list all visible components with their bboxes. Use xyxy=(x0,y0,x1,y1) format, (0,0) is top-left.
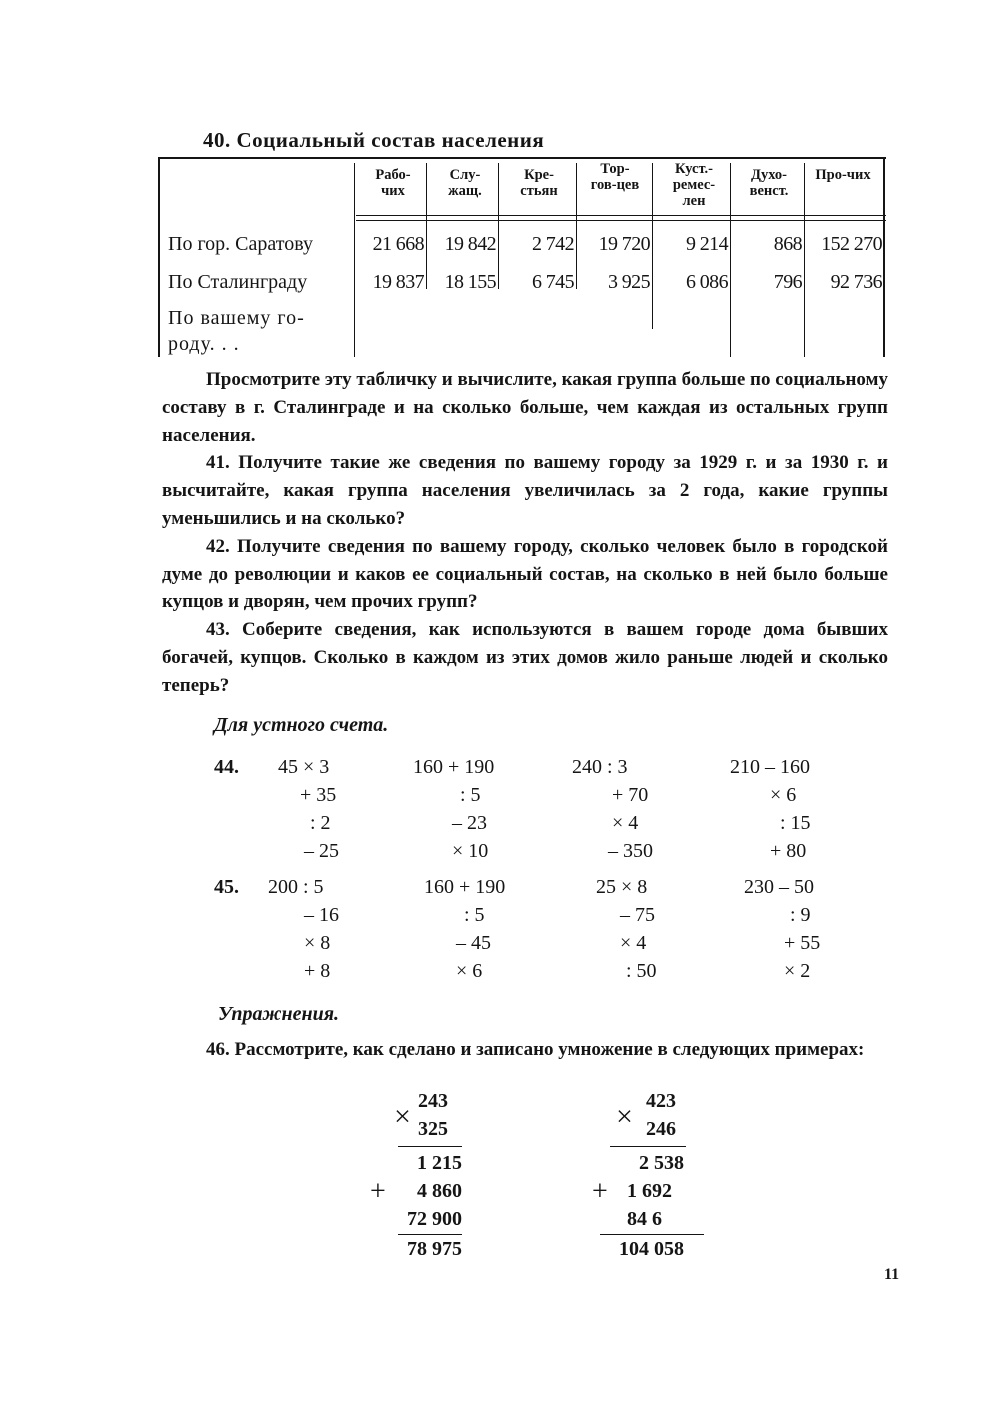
table-cell: 19 842 xyxy=(444,233,496,255)
task-46-paragraph: 46. Рассмотрите, как сделано и записано умножение в следующих примерах: xyxy=(206,1039,865,1060)
table-cell: 796 xyxy=(773,271,802,293)
column-header: Про-чих xyxy=(815,167,871,183)
chain-item: + 55 xyxy=(784,932,821,954)
row-label-stalingrad: По Сталинграду xyxy=(168,271,308,293)
partial-product: 72 900 xyxy=(407,1208,462,1230)
task-46-text xyxy=(162,1036,888,1064)
chain-item: 25 × 8 xyxy=(596,876,648,898)
chain-item: 45 × 3 xyxy=(278,756,330,778)
chain-item: × 4 xyxy=(620,932,647,954)
multiplicand: 423 xyxy=(646,1090,676,1112)
chain-item: + 70 xyxy=(612,784,649,806)
chain-item: 230 – 50 xyxy=(744,876,814,898)
column-header: Духо-венст. xyxy=(749,167,789,199)
chain-item: 210 – 160 xyxy=(730,756,810,778)
plus-sign: + xyxy=(370,1176,386,1207)
row-label-saratov: По гор. Саратову xyxy=(168,233,313,255)
chain-item: : 15 xyxy=(780,812,811,834)
chain-item: × 10 xyxy=(452,840,489,862)
plus-sign: + xyxy=(592,1176,608,1207)
oral-heading: Для устного счета. xyxy=(214,714,389,736)
chain-item: × 8 xyxy=(304,932,331,954)
chain-item: – 16 xyxy=(304,904,339,926)
chain-item: : 2 xyxy=(310,812,331,834)
chain-item: : 50 xyxy=(626,960,657,982)
table-cell: 19 720 xyxy=(598,233,650,255)
task-44-number: 44. xyxy=(214,756,239,778)
chain-item: – 23 xyxy=(452,812,487,834)
table-cell: 3 925 xyxy=(607,271,650,293)
times-sign: × xyxy=(394,1100,411,1133)
multiplier: 246 xyxy=(646,1118,676,1140)
partial-product: 4 860 xyxy=(417,1180,462,1202)
table-cell: 92 736 xyxy=(830,271,882,293)
chain-item: × 6 xyxy=(456,960,483,982)
chain-item: × 4 xyxy=(612,812,639,834)
chain-item: 160 + 190 xyxy=(413,756,495,778)
chain-item: – 45 xyxy=(456,932,491,954)
row-label-your-city: По вашему го-роду. . . xyxy=(168,307,305,355)
table-cell: 868 xyxy=(773,233,802,255)
table-cell: 19 837 xyxy=(372,271,424,293)
chain-item: + 8 xyxy=(304,960,331,982)
chain-item: – 350 xyxy=(608,840,653,862)
multiplication-example-2 xyxy=(590,1088,710,1268)
times-sign: × xyxy=(616,1100,633,1133)
table-cell: 18 155 xyxy=(444,271,496,293)
task-43: 43. Соберите сведения, как используются в вашем городе дома бывших богачей, купцов. Сколько в каждом из этих домов жило раньше людей и сколько теперь? xyxy=(162,619,888,696)
task-45-number: 45. xyxy=(214,876,239,898)
partial-product: 1 692 xyxy=(627,1180,672,1202)
task-text-block xyxy=(162,366,888,700)
partial-product: 84 6 xyxy=(627,1208,662,1230)
chain-item: × 2 xyxy=(784,960,811,982)
chain-item: + 35 xyxy=(300,784,337,806)
table-cell: 6 086 xyxy=(685,271,728,293)
chain-item: – 25 xyxy=(304,840,339,862)
column-header: Кре-стьян xyxy=(520,167,558,199)
task-42: 42. Получите сведения по вашему городу, сколько человек было в городской думе до революции и каков ее социальный состав, на сколько в ней было больше купцов и дворян, чем прочих групп? xyxy=(162,535,888,613)
table-cell: 152 270 xyxy=(821,233,882,255)
multiplicand: 243 xyxy=(418,1090,448,1112)
column-header: Куст.-ремес-лен xyxy=(672,161,716,209)
chain-item: 200 : 5 xyxy=(268,876,324,898)
chain-item: 160 + 190 xyxy=(424,876,506,898)
chain-item: 240 : 3 xyxy=(572,756,628,778)
chain-item: : 9 xyxy=(790,904,811,926)
chain-item: – 75 xyxy=(620,904,655,926)
table-cell: 9 214 xyxy=(685,233,728,255)
task-41: 41. Получите такие же сведения по вашему городу за 1929 г. и за 1930 г. и высчитайте, какая группа населения увеличилась за 2 года, какие группы уменьшились и на сколько? xyxy=(162,452,888,529)
partial-product: 2 538 xyxy=(639,1152,684,1174)
task-40-title: 40. Социальный состав населения xyxy=(203,128,545,152)
table-cell: 21 668 xyxy=(372,233,424,255)
chain-item: : 5 xyxy=(464,904,485,926)
product-result: 78 975 xyxy=(407,1238,462,1260)
product-result: 104 058 xyxy=(619,1238,684,1260)
population-table xyxy=(158,157,886,357)
table-cell: 2 742 xyxy=(531,233,574,255)
chain-item: × 6 xyxy=(770,784,797,806)
chain-item: + 80 xyxy=(770,840,807,862)
column-header: Рабо-чих xyxy=(375,167,411,199)
exercises-heading: Упражнения. xyxy=(218,1003,340,1025)
task-40-question: Просмотрите эту табличку и вычислите, какая группа больше по социальному составу в г. Сталинграде и на сколько больше, чем каждая из остальных групп населения. xyxy=(162,369,888,446)
column-header: Слу-жащ. xyxy=(448,167,482,199)
multiplication-example-1 xyxy=(360,1088,470,1268)
partial-product: 1 215 xyxy=(417,1152,462,1174)
table-cell: 6 745 xyxy=(531,271,574,293)
chain-item: : 5 xyxy=(460,784,481,806)
page-number: 11 xyxy=(884,1266,900,1283)
column-header: Тор-гов-цев xyxy=(590,161,640,193)
multiplier: 325 xyxy=(418,1118,448,1140)
